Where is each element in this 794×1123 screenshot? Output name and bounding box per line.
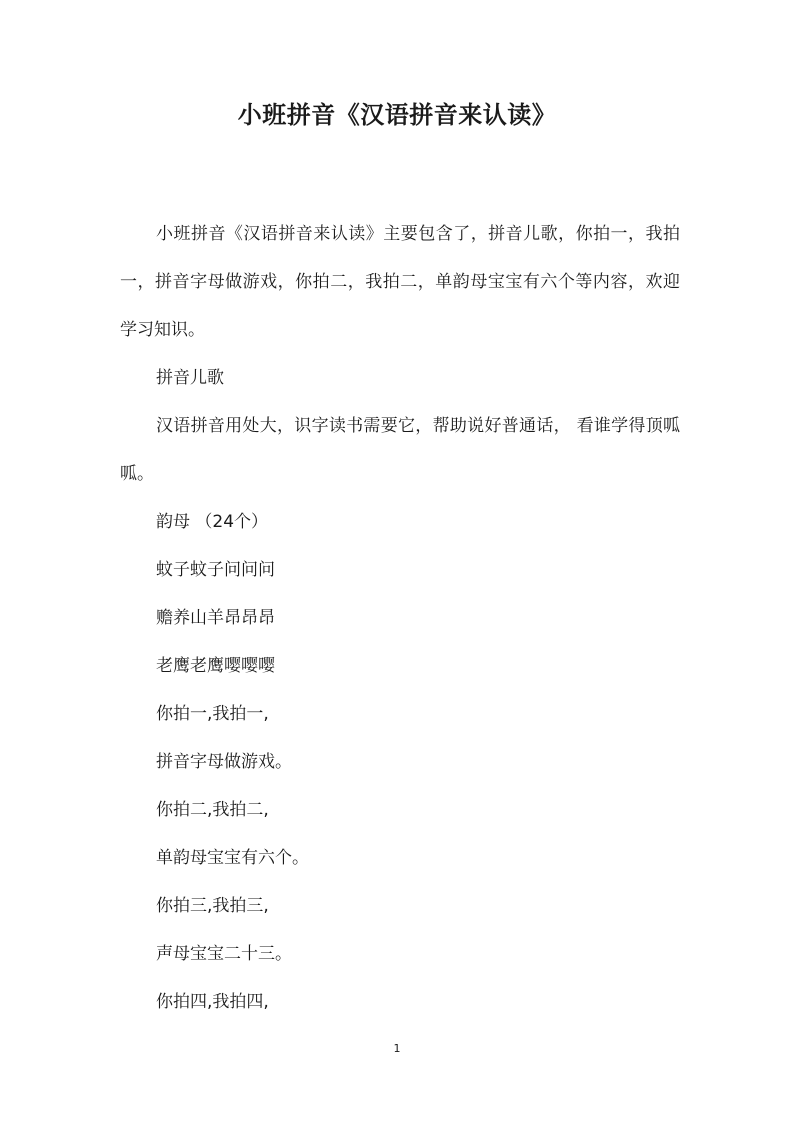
text-line: 蚊子蚊子问问问 [156, 560, 275, 580]
text-line: 你拍一,我拍一, [156, 704, 269, 724]
section-heading: 拼音儿歌 [156, 368, 224, 388]
text-line: 声母宝宝二十三。 [156, 944, 292, 964]
text-line: 你拍四,我拍四, [156, 992, 269, 1012]
text-line: 你拍二,我拍二, [156, 800, 269, 820]
text-line: 拼音字母做游戏。 [156, 752, 292, 772]
text-line: 赡养山羊昂昂昂 [156, 608, 275, 628]
text-line: 你拍三,我拍三, [156, 896, 269, 916]
document-title: 小班拼音《汉语拼音来认读》 [237, 100, 557, 129]
document-body [120, 210, 680, 1026]
rhyme-paragraph: 汉语拼音用处大，识字读书需要它，帮助说好普通话， 看谁学得顶呱呱。 [120, 416, 680, 484]
text-line: 单韵母宝宝有六个。 [156, 848, 309, 868]
text-line: 老鹰老鹰嘤嘤嘤 [156, 656, 275, 676]
intro-paragraph: 小班拼音《汉语拼音来认读》主要包含了，拼音儿歌，你拍一，我拍一，拼音字母做游戏，你拍二，我拍二，单韵母宝宝有六个等内容，欢迎学习知识。 [120, 224, 680, 340]
page-number: 1 [393, 1042, 401, 1055]
text-line: 韵母 （24个） [156, 512, 269, 532]
